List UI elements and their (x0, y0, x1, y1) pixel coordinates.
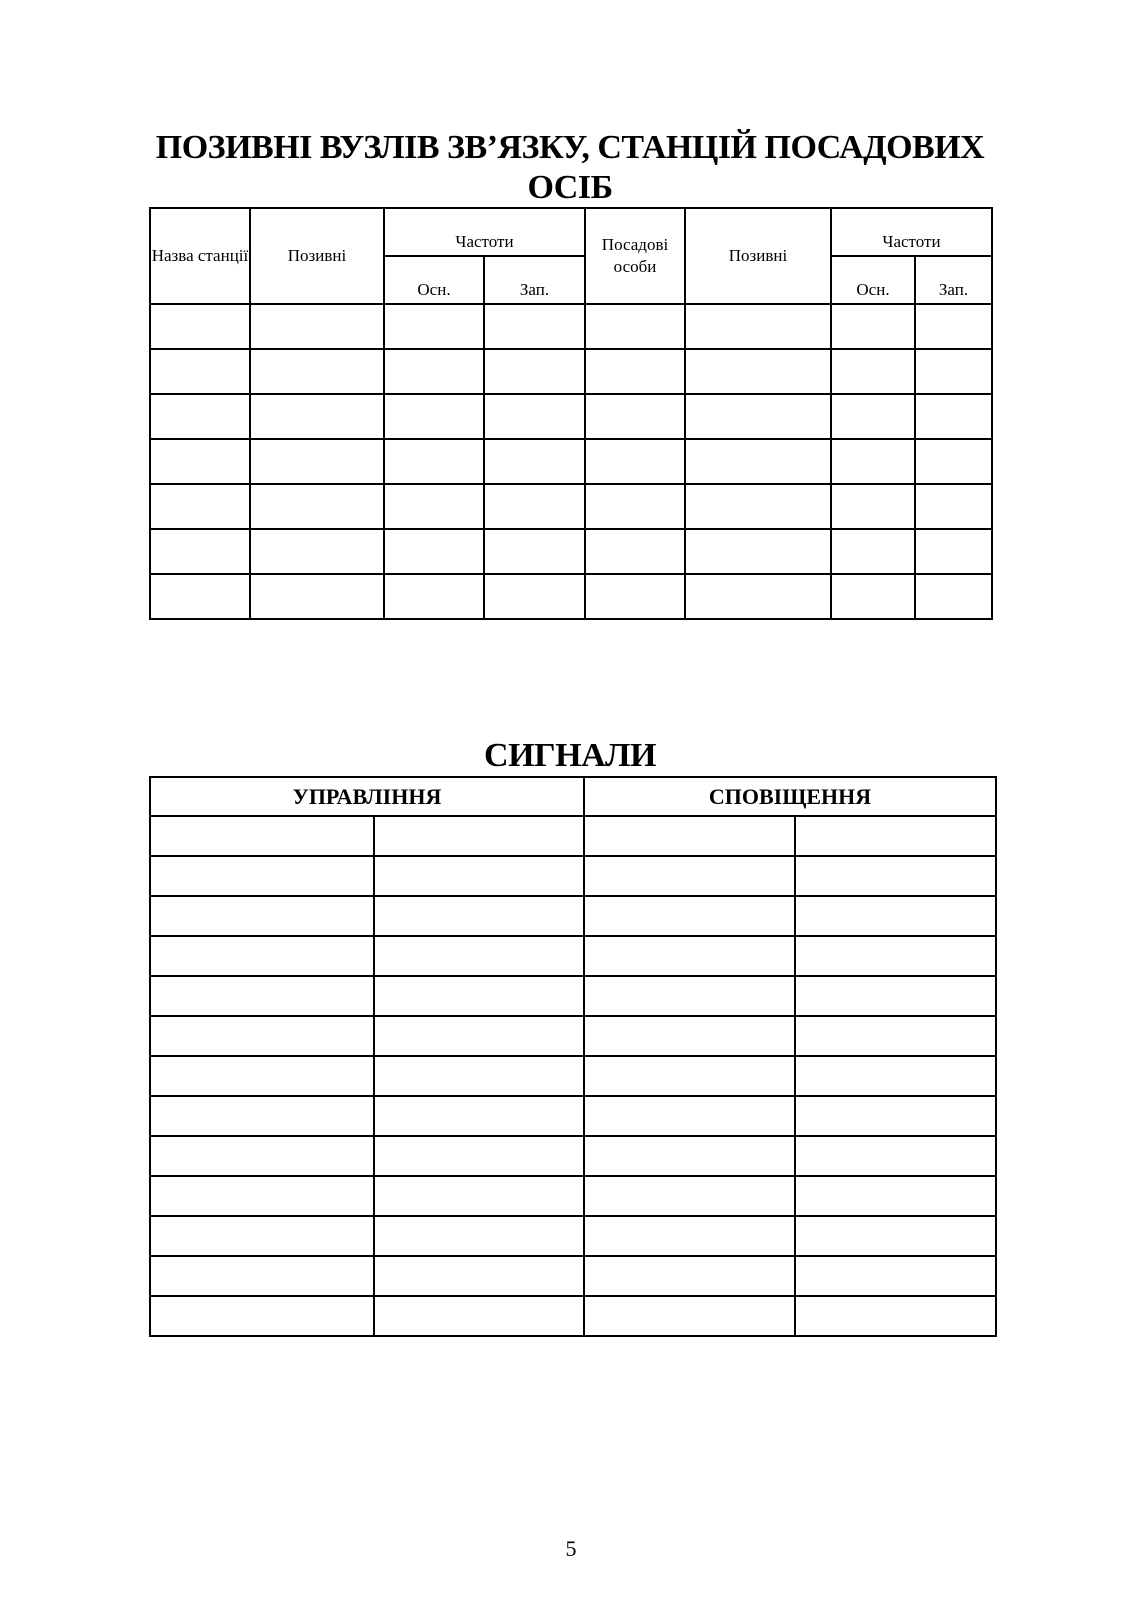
table-cell[interactable] (795, 816, 996, 856)
table-cell[interactable] (795, 1296, 996, 1336)
table-cell[interactable] (150, 1056, 374, 1096)
table-cell[interactable] (585, 574, 685, 619)
table-cell[interactable] (384, 394, 484, 439)
header-station-name: Назва станції (150, 208, 250, 304)
table-cell[interactable] (795, 856, 996, 896)
table-cell[interactable] (584, 1256, 795, 1296)
table-cell[interactable] (685, 439, 831, 484)
table-cell[interactable] (831, 304, 915, 349)
table-cell[interactable] (584, 1296, 795, 1336)
header-notification: СПОВІЩЕННЯ (584, 777, 996, 816)
table-cell[interactable] (831, 349, 915, 394)
table-cell[interactable] (831, 484, 915, 529)
table-cell[interactable] (795, 1056, 996, 1096)
page-title: ПОЗИВНІ ВУЗЛІВ ЗВ’ЯЗКУ, СТАНЦІЙ ПОСАДОВИХ (155, 129, 985, 166)
table-cell[interactable] (915, 394, 992, 439)
header-frequencies: Частоти (384, 208, 585, 256)
table-cell[interactable] (584, 896, 795, 936)
table-cell[interactable] (584, 856, 795, 896)
table-row (150, 574, 992, 619)
page-title-continuation: ОСІБ (527, 169, 613, 206)
header-control: УПРАВЛІННЯ (150, 777, 584, 816)
table-cell[interactable] (374, 1176, 584, 1216)
table-cell[interactable] (250, 304, 384, 349)
table-cell[interactable] (685, 529, 831, 574)
table-cell[interactable] (250, 349, 384, 394)
table-row (150, 304, 992, 349)
table-row (150, 1096, 996, 1136)
table-cell[interactable] (384, 574, 484, 619)
table-cell[interactable] (795, 896, 996, 936)
header-callsigns: Позивні (250, 208, 384, 304)
table-cell[interactable] (831, 394, 915, 439)
table-cell[interactable] (484, 439, 585, 484)
table-cell[interactable] (150, 394, 250, 439)
table-row (150, 896, 996, 936)
table-cell[interactable] (374, 936, 584, 976)
table-row (150, 484, 992, 529)
table-row (150, 1296, 996, 1336)
table-cell[interactable] (150, 976, 374, 1016)
table-cell[interactable] (374, 1296, 584, 1336)
table-row (150, 976, 996, 1016)
table-cell[interactable] (915, 439, 992, 484)
table-row (150, 1136, 996, 1176)
table-cell[interactable] (685, 394, 831, 439)
table-cell[interactable] (374, 1136, 584, 1176)
table-cell[interactable] (484, 394, 585, 439)
table-cell[interactable] (150, 1016, 374, 1056)
table-row (150, 816, 996, 856)
table-cell[interactable] (150, 936, 374, 976)
table-cell[interactable] (484, 304, 585, 349)
table-cell[interactable] (915, 304, 992, 349)
table-cell[interactable] (150, 896, 374, 936)
table-cell[interactable] (150, 484, 250, 529)
table-cell[interactable] (374, 896, 584, 936)
table-cell[interactable] (795, 1016, 996, 1056)
table-row (150, 394, 992, 439)
table-cell[interactable] (795, 976, 996, 1016)
table-row (150, 1056, 996, 1096)
table-cell[interactable] (150, 304, 250, 349)
table-cell[interactable] (150, 529, 250, 574)
table-cell[interactable] (795, 1256, 996, 1296)
table-cell[interactable] (685, 484, 831, 529)
table-cell[interactable] (585, 394, 685, 439)
table-row (150, 1216, 996, 1256)
table-cell[interactable] (915, 349, 992, 394)
table-cell[interactable] (795, 1176, 996, 1216)
table-cell[interactable] (384, 304, 484, 349)
table-cell[interactable] (150, 1136, 374, 1176)
header-primary-frequency: Осн. (384, 256, 484, 304)
table-row (150, 529, 992, 574)
header-frequencies-officials: Частоти (831, 208, 992, 256)
table-cell[interactable] (150, 1216, 374, 1256)
header-primary-frequency-officials: Осн. (831, 256, 915, 304)
table-cell[interactable] (685, 574, 831, 619)
table-cell[interactable] (150, 574, 250, 619)
table-cell[interactable] (584, 1176, 795, 1216)
table-cell[interactable] (374, 1056, 584, 1096)
table-cell[interactable] (585, 484, 685, 529)
table-cell[interactable] (374, 976, 584, 1016)
table-cell[interactable] (915, 484, 992, 529)
table-cell[interactable] (150, 1096, 374, 1136)
table-header-row (150, 208, 992, 256)
table-cell[interactable] (584, 936, 795, 976)
table-cell[interactable] (250, 439, 384, 484)
table-row (150, 856, 996, 896)
table-cell[interactable] (585, 529, 685, 574)
header-reserve-frequency: Зап. (484, 256, 585, 304)
table-cell[interactable] (150, 1256, 374, 1296)
table-cell[interactable] (484, 349, 585, 394)
table-cell[interactable] (584, 1096, 795, 1136)
table-cell[interactable] (584, 1016, 795, 1056)
table-cell[interactable] (150, 439, 250, 484)
table-cell[interactable] (685, 349, 831, 394)
table-cell[interactable] (915, 529, 992, 574)
table-cell[interactable] (484, 484, 585, 529)
table-row (150, 936, 996, 976)
table-cell[interactable] (374, 1096, 584, 1136)
table-cell[interactable] (250, 574, 384, 619)
table-cell[interactable] (250, 529, 384, 574)
table-cell[interactable] (374, 1256, 584, 1296)
table-cell[interactable] (685, 304, 831, 349)
table-cell[interactable] (250, 484, 384, 529)
table-cell[interactable] (795, 1136, 996, 1176)
header-officials: Посадові особи (585, 208, 685, 304)
table-row (150, 1256, 996, 1296)
table-cell[interactable] (384, 439, 484, 484)
table-cell[interactable] (584, 816, 795, 856)
table-cell[interactable] (150, 1296, 374, 1336)
table-cell[interactable] (484, 529, 585, 574)
table-cell[interactable] (795, 1096, 996, 1136)
table-cell[interactable] (384, 529, 484, 574)
table-row (150, 1176, 996, 1216)
header-callsigns-officials: Позивні (685, 208, 831, 304)
table-cell[interactable] (915, 574, 992, 619)
table-cell[interactable] (150, 816, 374, 856)
table-row (150, 1016, 996, 1056)
table-cell[interactable] (585, 304, 685, 349)
signals-title: СИГНАЛИ (484, 737, 656, 774)
table-cell[interactable] (374, 1216, 584, 1256)
table-row (150, 439, 992, 484)
table-cell[interactable] (484, 574, 585, 619)
table-cell[interactable] (795, 1216, 996, 1256)
table-cell[interactable] (250, 394, 384, 439)
table-header-row (150, 777, 996, 816)
header-reserve-frequency-officials: Зап. (915, 256, 992, 304)
table-row (150, 349, 992, 394)
table-cell[interactable] (831, 439, 915, 484)
table-cell[interactable] (795, 936, 996, 976)
table-cell[interactable] (584, 976, 795, 1016)
table-cell[interactable] (384, 349, 484, 394)
callsign-table (149, 207, 993, 620)
table-cell[interactable] (585, 439, 685, 484)
table-cell[interactable] (384, 484, 484, 529)
table-cell[interactable] (584, 1216, 795, 1256)
table-cell[interactable] (150, 349, 250, 394)
table-cell[interactable] (150, 856, 374, 896)
table-cell[interactable] (584, 1136, 795, 1176)
table-cell[interactable] (374, 1016, 584, 1056)
table-cell[interactable] (585, 349, 685, 394)
table-cell[interactable] (831, 574, 915, 619)
table-cell[interactable] (831, 529, 915, 574)
table-cell[interactable] (374, 856, 584, 896)
page-number: 5 (565, 1536, 577, 1561)
table-cell[interactable] (150, 1176, 374, 1216)
signals-table (149, 776, 997, 1337)
table-cell[interactable] (374, 816, 584, 856)
table-cell[interactable] (584, 1056, 795, 1096)
